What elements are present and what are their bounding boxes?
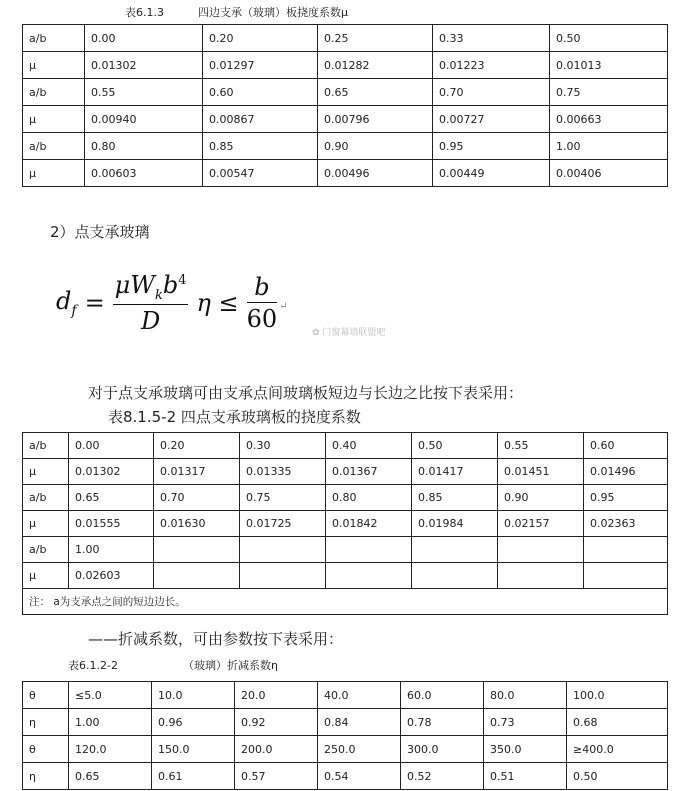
table-cell: 10.0 bbox=[152, 682, 235, 709]
table-cell: 0.01555 bbox=[69, 511, 154, 537]
row-label-cell: μ bbox=[23, 52, 85, 79]
table-row bbox=[23, 736, 668, 763]
table-cell: 0.01302 bbox=[69, 459, 154, 485]
row-label-cell: a/b bbox=[23, 25, 85, 52]
table-cell: 0.01417 bbox=[412, 459, 498, 485]
table-cell: 0.02363 bbox=[584, 511, 668, 537]
table-cell bbox=[154, 563, 240, 589]
table1 bbox=[22, 24, 668, 187]
table-cell: 0.01223 bbox=[433, 52, 550, 79]
table-cell: 0.70 bbox=[433, 79, 550, 106]
table-cell: 0.00940 bbox=[85, 106, 203, 133]
table-cell: 0.01630 bbox=[154, 511, 240, 537]
table-cell: 1.00 bbox=[69, 709, 152, 736]
table-cell: 0.84 bbox=[318, 709, 401, 736]
table-row bbox=[23, 459, 668, 485]
row-label-cell: θ bbox=[23, 682, 69, 709]
table-cell: 0.51 bbox=[484, 763, 567, 790]
table-cell: 0.65 bbox=[69, 763, 152, 790]
table-cell: 0.00547 bbox=[203, 160, 318, 187]
table-cell: 200.0 bbox=[235, 736, 318, 763]
intro-text: 对于点支承玻璃可由支承点间玻璃板短边与长边之比按下表采用： bbox=[88, 384, 524, 402]
table-cell: 0.01282 bbox=[318, 52, 433, 79]
row-label-cell: a/b bbox=[23, 133, 85, 160]
table-cell: 0.57 bbox=[235, 763, 318, 790]
table-cell: 0.01842 bbox=[326, 511, 412, 537]
table-cell: 0.01367 bbox=[326, 459, 412, 485]
table-cell: 0.00 bbox=[85, 25, 203, 52]
row-label-cell: μ bbox=[23, 160, 85, 187]
table3 bbox=[22, 681, 668, 790]
row-label-cell: η bbox=[23, 709, 69, 736]
table-cell: 0.95 bbox=[433, 133, 550, 160]
wechat-icon: ✿ bbox=[312, 328, 320, 338]
table-cell: 0.00727 bbox=[433, 106, 550, 133]
formula-eta: η ≤ bbox=[196, 289, 239, 317]
table2-body bbox=[23, 433, 668, 589]
table-cell: 0.20 bbox=[203, 25, 318, 52]
table-cell: 0.40 bbox=[326, 433, 412, 459]
table2-note: 注： a为支承点之间的短边边长。 bbox=[23, 589, 668, 615]
table-row bbox=[23, 433, 668, 459]
table-cell: 0.01335 bbox=[240, 459, 326, 485]
table1-caption-title: 四边支承（玻璃）板挠度系数μ bbox=[198, 6, 348, 19]
table-cell: 0.00406 bbox=[550, 160, 668, 187]
table3-caption-title: （玻璃）折减系数η bbox=[183, 659, 278, 672]
row-label-cell: μ bbox=[23, 459, 69, 485]
row-label-cell: a/b bbox=[23, 485, 69, 511]
table-cell bbox=[498, 563, 584, 589]
table-row bbox=[23, 160, 668, 187]
table-cell: 0.00449 bbox=[433, 160, 550, 187]
table2 bbox=[22, 432, 668, 615]
table-cell: ≥400.0 bbox=[567, 736, 668, 763]
formula-lhs: $d_f$ bbox=[56, 287, 77, 319]
table-row bbox=[23, 709, 668, 736]
table-cell: 1.00 bbox=[550, 133, 668, 160]
reduction-text: ——折减系数，可由参数按下表采用： bbox=[88, 630, 344, 648]
section-heading: 2）点支承玻璃 bbox=[50, 223, 150, 241]
table-cell bbox=[326, 563, 412, 589]
table-cell: 0.75 bbox=[550, 79, 668, 106]
row-label-cell: η bbox=[23, 763, 69, 790]
table-cell: 0.00496 bbox=[318, 160, 433, 187]
table-row bbox=[23, 133, 668, 160]
table-cell: 0.30 bbox=[240, 433, 326, 459]
table-cell: 0.75 bbox=[240, 485, 326, 511]
table-cell: 0.01451 bbox=[498, 459, 584, 485]
table3-caption-number: 表6.1.2-2 bbox=[68, 659, 118, 672]
table-cell: 0.01725 bbox=[240, 511, 326, 537]
table-cell: 40.0 bbox=[318, 682, 401, 709]
table-row bbox=[23, 537, 668, 563]
table-cell: 0.50 bbox=[550, 25, 668, 52]
table-cell: 0.33 bbox=[433, 25, 550, 52]
table-cell: 0.95 bbox=[584, 485, 668, 511]
table-cell: 350.0 bbox=[484, 736, 567, 763]
table-cell: ≤5.0 bbox=[69, 682, 152, 709]
table-cell: 0.20 bbox=[154, 433, 240, 459]
table-cell: 0.54 bbox=[318, 763, 401, 790]
table-cell: 0.70 bbox=[154, 485, 240, 511]
table1-caption-number: 表6.1.3 bbox=[125, 6, 164, 19]
row-label-cell: μ bbox=[23, 563, 69, 589]
table-cell: 0.80 bbox=[85, 133, 203, 160]
table-cell: 0.90 bbox=[498, 485, 584, 511]
table-cell: 0.92 bbox=[235, 709, 318, 736]
table-row bbox=[23, 485, 668, 511]
table-row bbox=[23, 682, 668, 709]
table-cell: 0.55 bbox=[85, 79, 203, 106]
formula-rhs-fraction: $\frac{b}{60}$ bbox=[246, 273, 278, 333]
table-cell: 0.00867 bbox=[203, 106, 318, 133]
row-label-cell: a/b bbox=[23, 79, 85, 106]
table-row bbox=[23, 106, 668, 133]
formula-equals: = bbox=[84, 289, 105, 317]
table-cell bbox=[240, 563, 326, 589]
formula-fraction: $\frac{\mu W_kb^4}{D}$ bbox=[114, 271, 187, 335]
table-cell: 120.0 bbox=[69, 736, 152, 763]
table-cell: 0.01013 bbox=[550, 52, 668, 79]
table-cell: 0.00663 bbox=[550, 106, 668, 133]
table-cell: 80.0 bbox=[484, 682, 567, 709]
return-mark-icon: ↵ bbox=[279, 301, 288, 312]
table-cell: 1.00 bbox=[69, 537, 154, 563]
table-cell: 0.00 bbox=[69, 433, 154, 459]
table-row bbox=[23, 763, 668, 790]
table-cell: 0.60 bbox=[203, 79, 318, 106]
table-cell: 0.73 bbox=[484, 709, 567, 736]
table-cell bbox=[240, 537, 326, 563]
table-cell: 0.78 bbox=[401, 709, 484, 736]
table-cell: 0.00796 bbox=[318, 106, 433, 133]
table-cell bbox=[498, 537, 584, 563]
table-cell: 0.60 bbox=[584, 433, 668, 459]
table-row bbox=[23, 25, 668, 52]
table-cell: 0.85 bbox=[203, 133, 318, 160]
table-cell: 0.68 bbox=[567, 709, 668, 736]
table-cell: 0.02157 bbox=[498, 511, 584, 537]
table-cell: 100.0 bbox=[567, 682, 668, 709]
table-cell: 0.65 bbox=[318, 79, 433, 106]
table-cell: 0.55 bbox=[498, 433, 584, 459]
table2-note-row bbox=[23, 589, 668, 615]
table-cell: 0.01317 bbox=[154, 459, 240, 485]
table-cell: 0.96 bbox=[152, 709, 235, 736]
table-cell: 0.90 bbox=[318, 133, 433, 160]
row-label-cell: μ bbox=[23, 511, 69, 537]
table-cell bbox=[412, 563, 498, 589]
table-cell bbox=[584, 537, 668, 563]
table-cell bbox=[584, 563, 668, 589]
table-cell: 0.25 bbox=[318, 25, 433, 52]
table-cell: 0.50 bbox=[567, 763, 668, 790]
row-label-cell: μ bbox=[23, 106, 85, 133]
row-label-cell: θ bbox=[23, 736, 69, 763]
table3-body bbox=[23, 682, 668, 790]
table-cell bbox=[326, 537, 412, 563]
deflection-formula bbox=[56, 268, 288, 338]
table-row bbox=[23, 79, 668, 106]
table-cell: 150.0 bbox=[152, 736, 235, 763]
table-cell: 0.80 bbox=[326, 485, 412, 511]
table-cell: 0.50 bbox=[412, 433, 498, 459]
table-cell: 250.0 bbox=[318, 736, 401, 763]
table-cell: 0.01302 bbox=[85, 52, 203, 79]
table-cell: 0.00603 bbox=[85, 160, 203, 187]
table2-caption: 表8.1.5-2 四点支承玻璃板的挠度系数 bbox=[108, 408, 361, 426]
table-cell: 0.85 bbox=[412, 485, 498, 511]
table-cell: 300.0 bbox=[401, 736, 484, 763]
table-row bbox=[23, 511, 668, 537]
table-cell: 0.01297 bbox=[203, 52, 318, 79]
table-cell: 0.01496 bbox=[584, 459, 668, 485]
table-cell bbox=[412, 537, 498, 563]
row-label-cell: a/b bbox=[23, 537, 69, 563]
table-cell: 0.65 bbox=[69, 485, 154, 511]
table-cell: 60.0 bbox=[401, 682, 484, 709]
table-cell bbox=[154, 537, 240, 563]
table1-body bbox=[23, 25, 668, 187]
table-row bbox=[23, 563, 668, 589]
table-cell: 0.01984 bbox=[412, 511, 498, 537]
table-row bbox=[23, 52, 668, 79]
table-cell: 0.61 bbox=[152, 763, 235, 790]
watermark: ✿ 门窗幕墙联盟吧 bbox=[312, 328, 386, 338]
table-cell: 0.52 bbox=[401, 763, 484, 790]
table-cell: 20.0 bbox=[235, 682, 318, 709]
row-label-cell: a/b bbox=[23, 433, 69, 459]
table-cell: 0.02603 bbox=[69, 563, 154, 589]
